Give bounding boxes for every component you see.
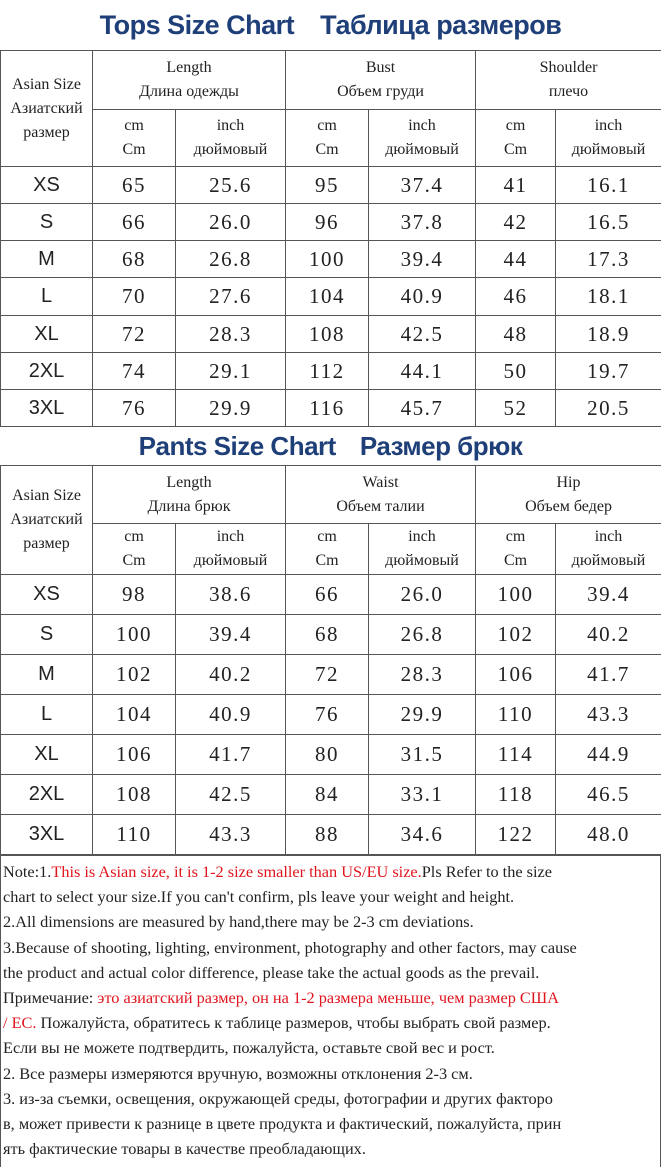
size-notes bbox=[0, 855, 661, 1167]
measure-cell: 44.9 bbox=[556, 735, 661, 775]
measure-cell: 76 bbox=[93, 390, 176, 427]
measure-cell: 114 bbox=[476, 735, 556, 775]
measure-cell: 25.6 bbox=[176, 167, 286, 204]
length-header: Length Длина одежды bbox=[93, 51, 286, 110]
measure-cell: 37.8 bbox=[369, 204, 476, 241]
measure-cell: 40.9 bbox=[176, 695, 286, 735]
measure-cell: 29.1 bbox=[176, 353, 286, 390]
measure-cell: 95 bbox=[286, 167, 369, 204]
measure-cell: 102 bbox=[93, 655, 176, 695]
measure-cell: 29.9 bbox=[176, 390, 286, 427]
measure-cell: 46 bbox=[476, 278, 556, 316]
measure-cell: 100 bbox=[93, 615, 176, 655]
measure-cell: 20.5 bbox=[556, 390, 661, 427]
measure-cell: 88 bbox=[286, 815, 369, 855]
measure-cell: 40.2 bbox=[176, 655, 286, 695]
measure-cell: 39.4 bbox=[369, 241, 476, 278]
size-row bbox=[1, 575, 661, 615]
size-row bbox=[1, 815, 661, 855]
measure-cell: 65 bbox=[93, 167, 176, 204]
tops-title-ru: Таблица размеров bbox=[320, 10, 561, 41]
measure-cell: 48 bbox=[476, 316, 556, 353]
measure-cell: 19.7 bbox=[556, 353, 661, 390]
measure-cell: 33.1 bbox=[369, 775, 476, 815]
measure-cell: 68 bbox=[286, 615, 369, 655]
unit-cm-header: cm Cm bbox=[476, 110, 556, 167]
measure-cell: 42.5 bbox=[176, 775, 286, 815]
measure-cell: 45.7 bbox=[369, 390, 476, 427]
measure-cell: 31.5 bbox=[369, 735, 476, 775]
waist-header: Waist Объем талии bbox=[286, 466, 476, 524]
note-line: ять фактические товары в качестве преобладающих. bbox=[3, 1136, 658, 1161]
measure-cell: 28.3 bbox=[369, 655, 476, 695]
size-cell: L bbox=[1, 278, 93, 316]
measure-cell: 108 bbox=[286, 316, 369, 353]
size-row bbox=[1, 775, 661, 815]
unit-inch-header: inch дюймовый bbox=[369, 110, 476, 167]
size-cell: XL bbox=[1, 735, 93, 775]
size-cell: 3XL bbox=[1, 815, 93, 855]
measure-cell: 40.9 bbox=[369, 278, 476, 316]
tops-title-en: Tops Size Chart bbox=[100, 10, 295, 41]
tops-size-table bbox=[0, 50, 661, 427]
pants-title-en: Pants Size Chart bbox=[139, 431, 336, 462]
size-cell: XL bbox=[1, 316, 93, 353]
length-header: Length Длина брюк bbox=[93, 466, 286, 524]
bust-header: Bust Объем груди bbox=[286, 51, 476, 110]
measure-cell: 70 bbox=[93, 278, 176, 316]
size-row bbox=[1, 655, 661, 695]
shoulder-header: Shoulder плечо bbox=[476, 51, 661, 110]
measure-cell: 104 bbox=[93, 695, 176, 735]
unit-inch-header: inch дюймовый bbox=[556, 110, 661, 167]
measure-cell: 37.4 bbox=[369, 167, 476, 204]
hip-header: Hip Объем бедер bbox=[476, 466, 661, 524]
pants-size-table bbox=[0, 465, 661, 855]
measure-cell: 74 bbox=[93, 353, 176, 390]
pants-title bbox=[0, 427, 661, 465]
size-row bbox=[1, 695, 661, 735]
measure-cell: 102 bbox=[476, 615, 556, 655]
size-cell: S bbox=[1, 204, 93, 241]
measure-cell: 41 bbox=[476, 167, 556, 204]
measure-cell: 72 bbox=[93, 316, 176, 353]
measure-cell: 38.6 bbox=[176, 575, 286, 615]
size-row bbox=[1, 167, 661, 204]
measure-cell: 29.9 bbox=[369, 695, 476, 735]
unit-inch-header: inch дюймовый bbox=[556, 524, 661, 575]
asian-size-header: Asian Size Азиатский размер bbox=[1, 466, 93, 575]
measure-cell: 43.3 bbox=[556, 695, 661, 735]
unit-cm-header: cm Cm bbox=[476, 524, 556, 575]
measure-cell: 100 bbox=[476, 575, 556, 615]
measure-cell: 72 bbox=[286, 655, 369, 695]
measure-cell: 66 bbox=[93, 204, 176, 241]
unit-cm-header: cm Cm bbox=[286, 110, 369, 167]
measure-cell: 50 bbox=[476, 353, 556, 390]
size-cell: XS bbox=[1, 575, 93, 615]
measure-cell: 110 bbox=[476, 695, 556, 735]
note-line: the product and actual color difference, please take the actual goods as the prevail. bbox=[3, 960, 658, 985]
unit-inch-header: inch дюймовый bbox=[176, 524, 286, 575]
measure-cell: 26.0 bbox=[176, 204, 286, 241]
measure-cell: 39.4 bbox=[556, 575, 661, 615]
measure-cell: 42 bbox=[476, 204, 556, 241]
measure-cell: 106 bbox=[476, 655, 556, 695]
measure-cell: 18.9 bbox=[556, 316, 661, 353]
measure-cell: 116 bbox=[286, 390, 369, 427]
size-cell: 2XL bbox=[1, 353, 93, 390]
measure-cell: 122 bbox=[476, 815, 556, 855]
measure-cell: 98 bbox=[93, 575, 176, 615]
measure-cell: 26.0 bbox=[369, 575, 476, 615]
measure-cell: 46.5 bbox=[556, 775, 661, 815]
size-cell: XS bbox=[1, 167, 93, 204]
measure-cell: 106 bbox=[93, 735, 176, 775]
note-line: 3. из-за съемки, освещения, окружающей среды, фотографии и других факторо bbox=[3, 1086, 658, 1111]
size-cell: 2XL bbox=[1, 775, 93, 815]
size-cell: S bbox=[1, 615, 93, 655]
measure-cell: 40.2 bbox=[556, 615, 661, 655]
tops-title bbox=[0, 0, 661, 50]
size-row bbox=[1, 735, 661, 775]
unit-cm-header: cm Cm bbox=[286, 524, 369, 575]
measure-cell: 43.3 bbox=[176, 815, 286, 855]
measure-cell: 41.7 bbox=[176, 735, 286, 775]
measure-cell: 16.1 bbox=[556, 167, 661, 204]
measure-cell: 44.1 bbox=[369, 353, 476, 390]
unit-inch-header: inch дюймовый bbox=[176, 110, 286, 167]
measure-cell: 110 bbox=[93, 815, 176, 855]
measure-cell: 66 bbox=[286, 575, 369, 615]
asian-size-header: Asian Size Азиатский размер bbox=[1, 51, 93, 167]
measure-cell: 17.3 bbox=[556, 241, 661, 278]
measure-cell: 18.1 bbox=[556, 278, 661, 316]
size-cell: 3XL bbox=[1, 390, 93, 427]
measure-cell: 26.8 bbox=[369, 615, 476, 655]
measure-cell: 34.6 bbox=[369, 815, 476, 855]
size-row bbox=[1, 353, 661, 390]
measure-cell: 96 bbox=[286, 204, 369, 241]
measure-cell: 68 bbox=[93, 241, 176, 278]
measure-cell: 80 bbox=[286, 735, 369, 775]
note-line: / ЕС. Пожалуйста, обратитесь к таблице размеров, чтобы выбрать свой размер. bbox=[3, 1010, 658, 1035]
pants-title-ru: Размер брюк bbox=[360, 431, 523, 462]
size-cell: M bbox=[1, 655, 93, 695]
measure-cell: 41.7 bbox=[556, 655, 661, 695]
measure-cell: 27.6 bbox=[176, 278, 286, 316]
note-line: chart to select your size.If you can't confirm, pls leave your weight and height. bbox=[3, 884, 658, 909]
measure-cell: 26.8 bbox=[176, 241, 286, 278]
note-line: Если вы не можете подтвердить, пожалуйста, оставьте свой вес и рост. bbox=[3, 1035, 658, 1060]
unit-cm-header: cm Cm bbox=[93, 110, 176, 167]
unit-inch-header: inch дюймовый bbox=[369, 524, 476, 575]
measure-cell: 76 bbox=[286, 695, 369, 735]
measure-cell: 44 bbox=[476, 241, 556, 278]
size-row bbox=[1, 316, 661, 353]
measure-cell: 118 bbox=[476, 775, 556, 815]
measure-cell: 48.0 bbox=[556, 815, 661, 855]
size-row bbox=[1, 204, 661, 241]
note-line: 3.Because of shooting, lighting, environment, photography and other factors, may cause bbox=[3, 935, 658, 960]
size-row bbox=[1, 278, 661, 316]
measure-cell: 108 bbox=[93, 775, 176, 815]
note-line: в, может привести к разнице в цвете продукта и фактический, пожалуйста, прин bbox=[3, 1111, 658, 1136]
measure-cell: 16.5 bbox=[556, 204, 661, 241]
note-line: 2.All dimensions are measured by hand,there may be 2-3 cm deviations. bbox=[3, 909, 658, 934]
size-row bbox=[1, 390, 661, 427]
note-line: Примечание: это азиатский размер, он на 1-2 размера меньше, чем размер США bbox=[3, 985, 658, 1010]
measure-cell: 100 bbox=[286, 241, 369, 278]
measure-cell: 39.4 bbox=[176, 615, 286, 655]
note-line: Note:1.This is Asian size, it is 1-2 size smaller than US/EU size.Pls Refer to the size bbox=[3, 859, 658, 884]
measure-cell: 28.3 bbox=[176, 316, 286, 353]
size-cell: L bbox=[1, 695, 93, 735]
size-row bbox=[1, 615, 661, 655]
measure-cell: 52 bbox=[476, 390, 556, 427]
size-row bbox=[1, 241, 661, 278]
measure-cell: 42.5 bbox=[369, 316, 476, 353]
size-cell: M bbox=[1, 241, 93, 278]
note-line: 2. Все размеры измеряются вручную, возможны отклонения 2-3 см. bbox=[3, 1061, 658, 1086]
measure-cell: 84 bbox=[286, 775, 369, 815]
measure-cell: 104 bbox=[286, 278, 369, 316]
measure-cell: 112 bbox=[286, 353, 369, 390]
unit-cm-header: cm Cm bbox=[93, 524, 176, 575]
